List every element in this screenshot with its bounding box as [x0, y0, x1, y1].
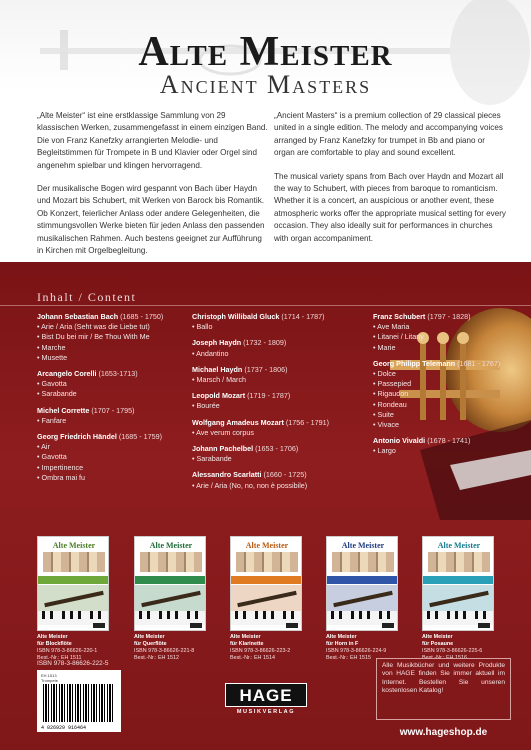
work-title: • Ombra mai fu: [37, 473, 187, 483]
work-title: • Impertinence: [37, 463, 187, 473]
composer-name: Johann Sebastian Bach (1685 - 1750): [37, 312, 164, 321]
book-cover[interactable]: [230, 536, 302, 631]
work-title: • Marche: [37, 343, 187, 353]
work-title: • Sarabande: [37, 389, 187, 399]
work-title: • Bourée: [192, 401, 362, 411]
publisher-mini-logo: [190, 623, 202, 628]
instrument-image: [423, 585, 494, 625]
promo-text: Alle Musikbücher und weitere Produkte von HAGE finden Sie immer aktuell im Internet. Bestellen Sie unseren kostenlosen Katalog!: [376, 658, 511, 720]
instrument-image: [38, 585, 109, 625]
work-title: • Dolce: [373, 369, 523, 379]
composer-portraits: [332, 552, 394, 572]
book-title: Alte Meister: [138, 29, 393, 75]
book-caption: Alte Meister für Posaune ISBN 978-3-86626-225-6 Best.-Nr.: EH 1516: [422, 634, 483, 661]
cover-title: Alte Meister: [245, 541, 289, 550]
publisher-mini-logo: [286, 623, 298, 628]
composer-portraits: [140, 552, 202, 572]
composer-name: Johann Pachelbel (1653 - 1706): [192, 444, 299, 454]
shop-link[interactable]: www.hageshop.de: [399, 727, 488, 738]
intro-paragraph: „Alte Meister“ ist eine erstklassige Sammlung von 29 klassischen Werken, zusammengefasst in einem einzigen Band. Die von Franz Kanefzky arrangierten Melodie- und Begleitstimmen für Trompete in B und Klavier oder Orgel sind angenehm spielbar und klingen hervorragend.: [37, 111, 268, 170]
cover-band: [231, 576, 302, 584]
composer-name: Alessandro Scarlatti (1660 - 1725): [192, 470, 307, 480]
work-title: • Rigaudon: [373, 389, 523, 399]
work-title: • Andantino: [192, 349, 362, 359]
publisher-logo: HAGE: [225, 683, 307, 707]
composer-name: Leopold Mozart (1719 - 1787): [192, 391, 291, 401]
work-title: • Arie / Aria (Seht was die Liebe tut): [37, 322, 187, 332]
contents-column: [192, 312, 362, 491]
composer-name: Joseph Haydn (1732 - 1809): [192, 338, 287, 348]
intro-paragraph: The musical variety spans from Bach over Haydn and Mozart all the way to Schubert, with pieces from baroque to romanticism. Whether it is a concert, an auspicious or another event, these atmospheric works offer the appropriate musical setting for every occasion. They also ideally suit for performances in churches with organ accompaniment.: [274, 171, 506, 243]
intro-german: [37, 110, 269, 262]
barcode-label: EH 1513 Trompete: [41, 673, 58, 683]
work-title: • Arie / Aria (No, no, non è possibile): [192, 481, 362, 491]
book-caption: Alte Meister für Blockflöte ISBN 978-3-86626-220-1 Best.-Nr.: EH 1511: [37, 634, 98, 661]
publisher-mini-logo: [382, 623, 394, 628]
contents-column: [37, 312, 187, 483]
work-title: • Fanfare: [37, 416, 187, 426]
composer-name: Antonio Vivaldi (1678 - 1741): [373, 436, 471, 446]
instrument-image: [231, 585, 302, 625]
intro-paragraph: „Ancient Masters“ is a premium collection of 29 classical pieces united in a single edition. The melody and accompanying voices arranged by Franz Kanefzky for trumpet in Bb and piano or organ are comfortable to play and sound excellent.: [274, 111, 503, 158]
isbn: ISBN 978-3-86626-222-5: [37, 660, 109, 667]
composer-name: Michael Haydn (1737 - 1806): [192, 364, 288, 374]
cover-title: Alte Meister: [341, 541, 385, 550]
contents-column: [373, 312, 523, 457]
work-title: • Largo: [373, 446, 523, 456]
composer-name: Georg Philipp Telemann (1681 - 1767): [373, 358, 501, 368]
book-cover[interactable]: [134, 536, 206, 631]
work-title: • Bist Du bei mir / Be Thou With Me: [37, 332, 187, 342]
intro-paragraph: Der musikalische Bogen wird gespannt von Bach über Haydn und Mozart bis Schubert, mit Werken von Barock bis Romantik. Ob Konzert, feierlicher Anlass oder andere Gelegenheiten, die stimmungsvollen Werke bieten für jeden Anlass den passenden musikalischen Rahmen. Auch bestens geeignet zur Aufführung in Kirchen mit Orgelbegleitung.: [37, 184, 265, 256]
work-title: • Marie: [373, 343, 523, 353]
intro-english: [274, 110, 506, 256]
composer-portraits: [428, 552, 490, 572]
publisher-mini-logo: [93, 623, 105, 628]
cover-title: Alte Meister: [149, 541, 193, 550]
work-title: • Gavotta: [37, 379, 187, 389]
work-title: • Air: [37, 442, 187, 452]
composer-name: Arcangelo Corelli (1653-1713): [37, 369, 138, 379]
book-caption: Alte Meister für Querflöte ISBN 978-3-86626-221-8 Best.-Nr.: EH 1512: [134, 634, 195, 661]
publisher-mini-logo: [478, 623, 490, 628]
work-title: • Musette: [37, 353, 187, 363]
instrument-image: [327, 585, 398, 625]
intro-section: [0, 0, 531, 262]
work-title: • Vivace: [373, 420, 523, 430]
instrument-image: [135, 585, 206, 625]
divider: [0, 305, 531, 306]
work-title: • Rondeau: [373, 400, 523, 410]
barcode: [43, 684, 115, 722]
cover-band: [327, 576, 398, 584]
book-subtitle: Ancient Masters: [159, 70, 372, 99]
composer-name: Christoph Willibald Gluck (1714 - 1787): [192, 312, 325, 321]
composer-name: Georg Friedrich Händel (1685 - 1759): [37, 432, 163, 442]
book-cover[interactable]: [422, 536, 494, 631]
book-cover[interactable]: [326, 536, 398, 631]
work-title: • Suite: [373, 410, 523, 420]
work-title: • Passepied: [373, 379, 523, 389]
book-cover[interactable]: [37, 536, 109, 631]
composer-portraits: [236, 552, 298, 572]
composer-name: Michel Corrette (1707 - 1795): [37, 405, 135, 415]
contents-heading: Inhalt / Content: [37, 290, 137, 304]
book-caption: Alte Meister für Horn in F ISBN 978-3-86626-224-9 Best.-Nr.: EH 1515: [326, 634, 387, 661]
composer-portraits: [43, 552, 105, 572]
work-title: • Ballo: [192, 322, 362, 332]
barcode-number: 4 026929 916464: [41, 725, 87, 731]
book-caption: Alte Meister für Klarinette ISBN 978-3-86626-223-2 Best.-Nr.: EH 1514: [230, 634, 291, 661]
composer-name: Wolfgang Amadeus Mozart (1756 - 1791): [192, 417, 329, 427]
work-title: • Gavotta: [37, 452, 187, 462]
cover-band: [38, 576, 109, 584]
cover-band: [423, 576, 494, 584]
cover-title: Alte Meister: [437, 541, 481, 550]
work-title: • Marsch / March: [192, 375, 362, 385]
work-title: • Litanei / Litany: [373, 332, 523, 342]
cover-band: [135, 576, 206, 584]
composer-name: Franz Schubert (1797 - 1828): [373, 312, 471, 321]
work-title: • Sarabande: [192, 454, 362, 464]
cover-title: Alte Meister: [52, 541, 96, 550]
barcode-box: [37, 670, 121, 732]
work-title: • Ave Maria: [373, 322, 523, 332]
work-title: • Ave verum corpus: [192, 428, 362, 438]
publisher-subtitle: MUSIKVERLAG: [236, 709, 296, 715]
